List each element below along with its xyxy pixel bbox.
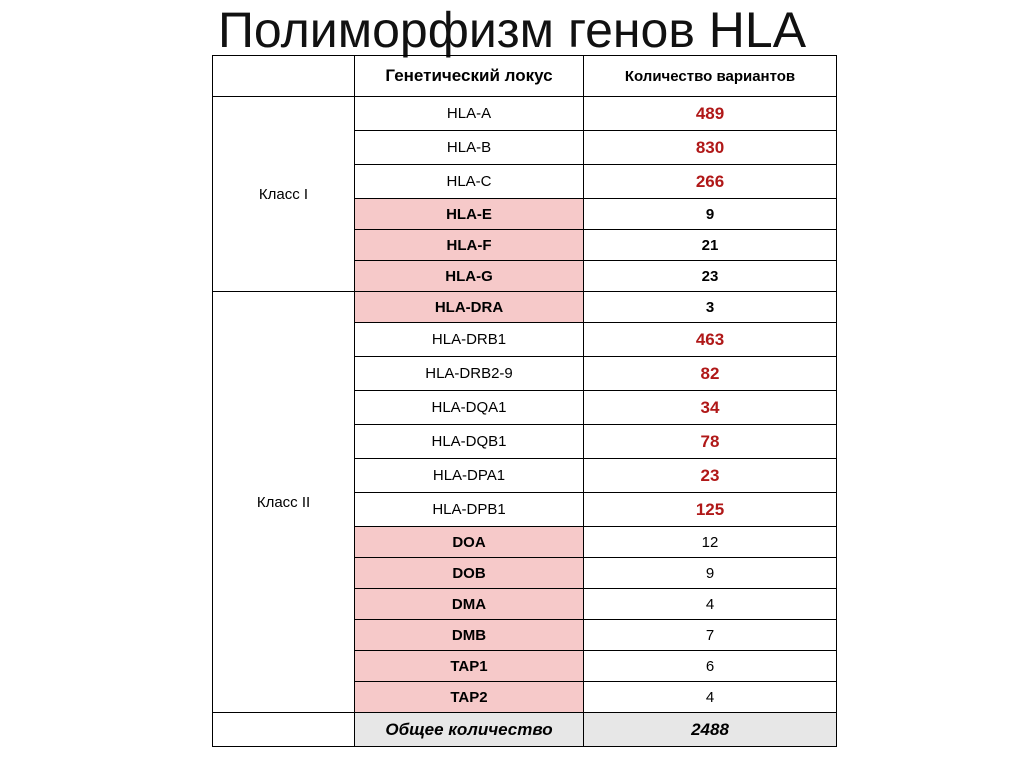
locus-cell: DMA (355, 589, 584, 620)
total-empty-cell (213, 713, 355, 747)
class-group-label: Класс I (213, 97, 355, 292)
count-cell: 9 (584, 199, 837, 230)
count-cell: 6 (584, 651, 837, 682)
locus-cell: HLA-DRB2-9 (355, 357, 584, 391)
count-cell: 125 (584, 493, 837, 527)
locus-cell: HLA-A (355, 97, 584, 131)
count-cell: 463 (584, 323, 837, 357)
locus-cell: HLA-DQA1 (355, 391, 584, 425)
locus-header: Генетический локус (355, 56, 584, 97)
locus-cell: HLA-DPB1 (355, 493, 584, 527)
count-cell: 489 (584, 97, 837, 131)
count-cell: 78 (584, 425, 837, 459)
locus-cell: HLA-F (355, 230, 584, 261)
total-row (213, 713, 837, 747)
total-label: Общее количество (355, 713, 584, 747)
count-cell: 23 (584, 459, 837, 493)
count-cell: 3 (584, 292, 837, 323)
locus-cell: TAP1 (355, 651, 584, 682)
count-header: Количество вариантов (584, 56, 837, 97)
count-cell: 82 (584, 357, 837, 391)
count-cell: 4 (584, 682, 837, 713)
locus-cell: HLA-G (355, 261, 584, 292)
hla-table (212, 55, 837, 747)
page-title: Полиморфизм генов HLA (217, 2, 807, 58)
locus-cell: HLA-C (355, 165, 584, 199)
count-cell: 23 (584, 261, 837, 292)
count-cell: 34 (584, 391, 837, 425)
locus-cell: DOB (355, 558, 584, 589)
locus-cell: DOA (355, 527, 584, 558)
count-cell: 266 (584, 165, 837, 199)
table-body (213, 97, 837, 747)
table-row (213, 97, 837, 131)
total-value: 2488 (584, 713, 837, 747)
table-header-row (213, 56, 837, 97)
locus-cell: HLA-B (355, 131, 584, 165)
count-cell: 21 (584, 230, 837, 261)
locus-cell: HLA-DPA1 (355, 459, 584, 493)
locus-cell: HLA-DRB1 (355, 323, 584, 357)
count-cell: 830 (584, 131, 837, 165)
count-cell: 4 (584, 589, 837, 620)
locus-cell: HLA-DQB1 (355, 425, 584, 459)
count-cell: 9 (584, 558, 837, 589)
locus-cell: HLA-E (355, 199, 584, 230)
group-header (213, 56, 355, 97)
count-cell: 7 (584, 620, 837, 651)
table-row (213, 292, 837, 323)
locus-cell: HLA-DRA (355, 292, 584, 323)
locus-cell: DMB (355, 620, 584, 651)
count-cell: 12 (584, 527, 837, 558)
class-group-label: Класс II (213, 292, 355, 713)
locus-cell: TAP2 (355, 682, 584, 713)
